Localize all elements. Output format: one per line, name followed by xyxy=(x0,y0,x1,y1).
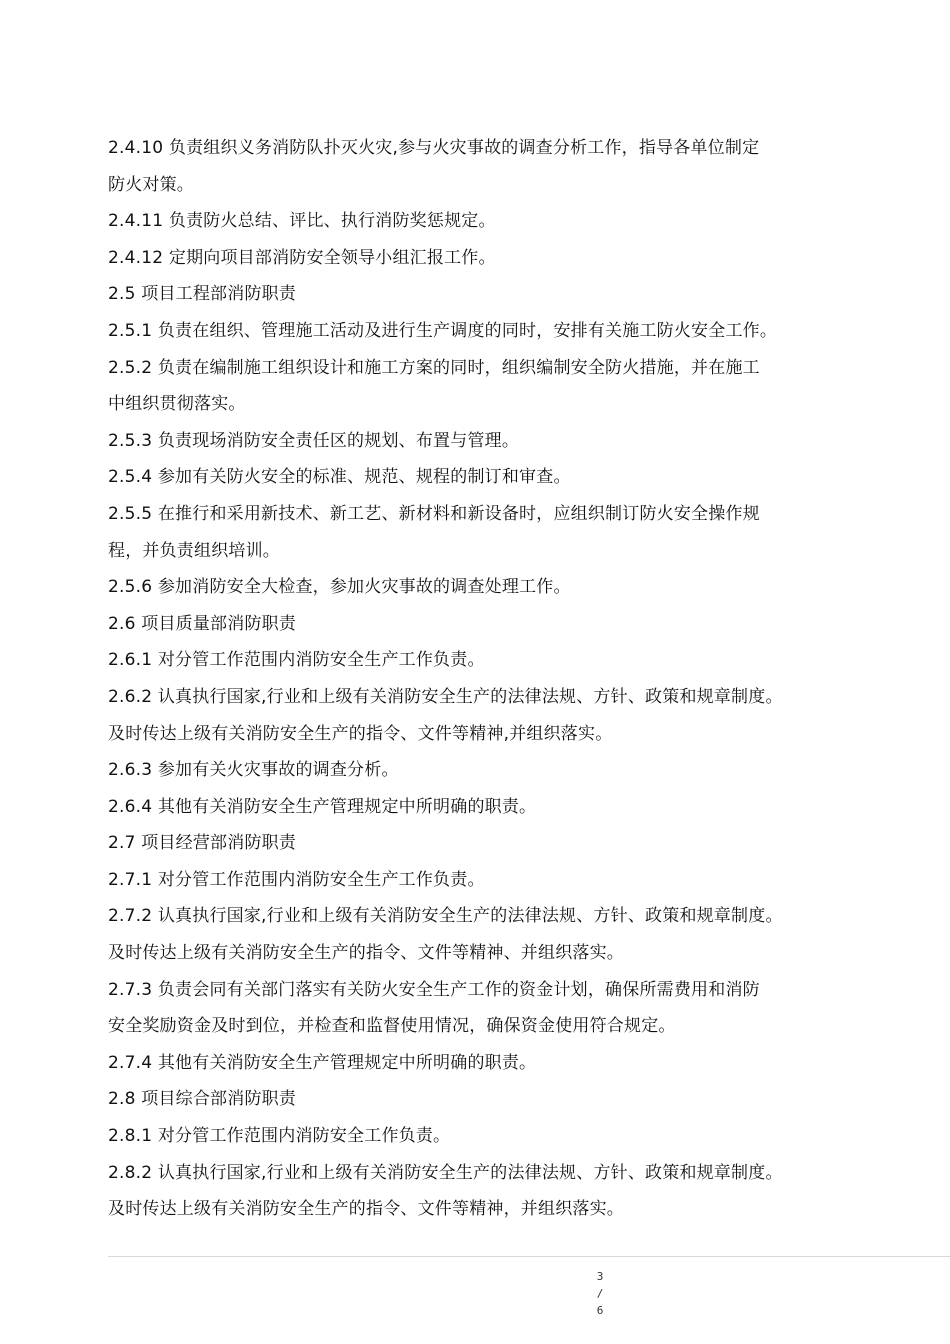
text-line: 2.5.1 负责在组织、管理施工活动及进行生产调度的同时，安排有关施工防火安全工作。 xyxy=(108,320,778,341)
text-line: 及时传达上级有关消防安全生产的指令、文件等精神，并组织落实。 xyxy=(108,1199,624,1220)
text-line: 程，并负责组织培训。 xyxy=(108,540,280,561)
section-heading: 2.8 项目综合部消防职责 xyxy=(108,1089,297,1110)
text-line: 2.8.2 认真执行国家,行业和上级有关消防安全生产的法律法规、方针、政策和规章制度。 xyxy=(108,1162,783,1183)
text-line: 中组织贯彻落实。 xyxy=(108,394,246,415)
text-line: 2.6.1 对分管工作范围内消防安全生产工作负责。 xyxy=(108,650,485,671)
page-separator: / xyxy=(596,1287,604,1300)
footer-divider xyxy=(108,1256,950,1257)
page-number xyxy=(588,1268,612,1319)
text-line: 2.7.3 负责会同有关部门落实有关防火安全生产工作的资金计划，确保所需费用和消防 xyxy=(108,979,760,1000)
text-line: 2.5.2 负责在编制施工组织设计和施工方案的同时，组织编制安全防火措施，并在施工 xyxy=(108,357,760,378)
section-heading: 2.7 项目经营部消防职责 xyxy=(108,833,297,854)
text-line: 2.7.1 对分管工作范围内消防安全生产工作负责。 xyxy=(108,869,485,890)
text-line: 2.5.3 负责现场消防安全责任区的规划、布置与管理。 xyxy=(108,430,520,451)
text-line: 及时传达上级有关消防安全生产的指令、文件等精神,并组织落实。 xyxy=(108,723,613,744)
text-line: 2.4.12 定期向项目部消防安全领导小组汇报工作。 xyxy=(108,247,496,268)
page-total: 6 xyxy=(596,1304,604,1317)
text-line: 2.6.4 其他有关消防安全生产管理规定中所明确的职责。 xyxy=(108,796,537,817)
text-line: 2.6.3 参加有关火灾事故的调查分析。 xyxy=(108,760,399,781)
section-heading: 2.5 项目工程部消防职责 xyxy=(108,284,297,305)
text-line: 2.8.1 对分管工作范围内消防安全工作负责。 xyxy=(108,1126,451,1147)
text-line: 2.4.11 负责防火总结、评比、执行消防奖惩规定。 xyxy=(108,211,496,232)
text-line: 2.7.4 其他有关消防安全生产管理规定中所明确的职责。 xyxy=(108,1052,537,1073)
document-body xyxy=(108,130,868,1228)
text-line: 2.6.2 认真执行国家,行业和上级有关消防安全生产的法律法规、方针、政策和规章制度。 xyxy=(108,686,783,707)
text-line: 防火对策。 xyxy=(108,174,194,195)
text-line: 2.5.6 参加消防安全大检查，参加火灾事故的调查处理工作。 xyxy=(108,577,571,598)
text-line: 2.7.2 认真执行国家,行业和上级有关消防安全生产的法律法规、方针、政策和规章制度。 xyxy=(108,906,783,927)
page-current: 3 xyxy=(596,1270,604,1283)
text-line: 2.4.10 负责组织义务消防队扑灭火灾,参与火灾事故的调查分析工作，指导各单位制定 xyxy=(108,138,760,158)
text-line: 及时传达上级有关消防安全生产的指令、文件等精神、并组织落实。 xyxy=(108,943,624,964)
text-line: 2.5.4 参加有关防火安全的标准、规范、规程的制订和审查。 xyxy=(108,467,571,488)
text-line: 2.5.5 在推行和采用新技术、新工艺、新材料和新设备时，应组织制订防火安全操作规 xyxy=(108,503,760,524)
text-line: 安全奖励资金及时到位，并检查和监督使用情况，确保资金使用符合规定。 xyxy=(108,1016,676,1037)
section-heading: 2.6 项目质量部消防职责 xyxy=(108,613,297,634)
